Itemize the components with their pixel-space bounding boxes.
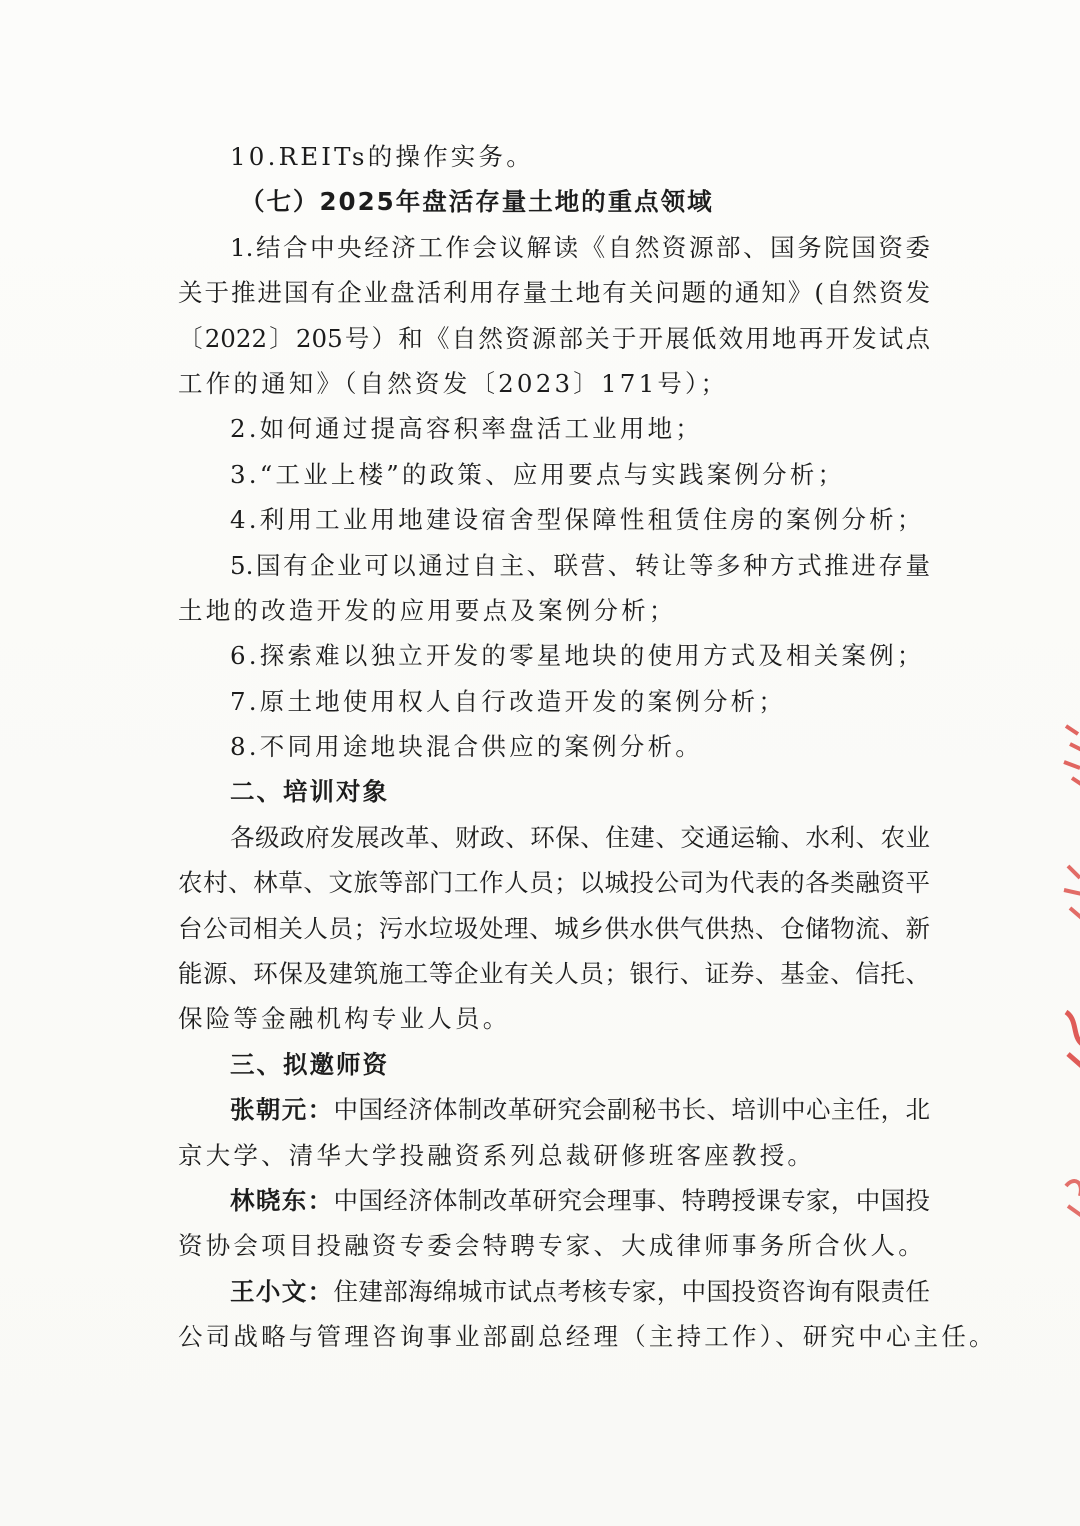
expert-name: 王小文： (230, 1276, 334, 1306)
expert-title: 住建部海绵城市试点考核专家，中国投资咨询有限责任 (333, 1276, 931, 1306)
paragraph-line: 〔2022〕205号）和《自然资源部关于开展低效用地再开发试点 (178, 323, 930, 353)
expert-entry-first-line (178, 1087, 930, 1132)
paragraph-line: 各级政府发展改革、财政、环保、住建、交通运输、水利、农业 (230, 822, 930, 852)
expert-entry-first-line (178, 1178, 930, 1223)
section-heading-training-targets: 二、培训对象 (230, 777, 389, 807)
list-item: 6.探索难以独立开发的零星地块的使用方式及相关案例； (230, 641, 925, 671)
red-seal-edge-icon (1060, 722, 1080, 792)
paragraph-line: 台公司相关人员；污水垃圾处理、城乡供水供气供热、仓储物流、新 (178, 913, 930, 943)
section-heading-seven: （七）2025年盘活存量土地的重点领域 (240, 187, 714, 217)
paragraph-line: 工作的通知》（自然资发〔2023〕171号）； (178, 368, 729, 398)
paragraph-line: 能源、环保及建筑施工等企业有关人员；银行、证券、基金、信托、 (178, 959, 930, 989)
list-item: 8.不同用途地块混合供应的案例分析。 (230, 732, 703, 762)
paragraph-line: 5.国有企业可以通过自主、联营、转让等多种方式推进存量 (230, 550, 930, 580)
seal-fragment (1060, 1168, 1080, 1226)
seal-fragment (1060, 722, 1080, 792)
list-item-reits: 10.REITs的操作实务。 (230, 142, 534, 171)
section-heading-invited-experts: 三、拟邀师资 (230, 1049, 389, 1079)
expert-title: 中国经济体制改革研究会副秘书长、培训中心主任，北 (333, 1095, 931, 1125)
expert-entry-first-line (178, 1269, 930, 1314)
expert-entry-second-line: 公司战略与管理咨询事业部副总经理（主持工作）、研究中心主任。 (178, 1322, 997, 1352)
red-seal-edge-icon (1060, 1168, 1080, 1226)
expert-title: 中国经济体制改革研究会理事、特聘授课专家，中国投 (333, 1185, 931, 1215)
list-item: 7.原土地使用权人自行改造开发的案例分析； (230, 686, 787, 716)
red-seal-edge-icon (1060, 1002, 1080, 1076)
paragraph-line: 土地的改造开发的应用要点及案例分析； (178, 595, 677, 625)
list-item: 4.利用工业用地建设宿舍型保障性租赁住房的案例分析； (230, 505, 925, 535)
paragraph-line: 农村、林草、文旅等部门工作人员；以城投公司为代表的各类融资平 (178, 868, 930, 898)
expert-name: 林晓东： (230, 1185, 334, 1215)
list-item: 2.如何通过提高容积率盘活工业用地； (230, 414, 703, 444)
seal-fragment (1060, 1002, 1080, 1076)
document-body (178, 134, 997, 1360)
red-seal-edge-icon (1060, 860, 1080, 928)
expert-name: 张朝元： (230, 1095, 334, 1125)
seal-fragment (1060, 860, 1080, 928)
paragraph-line: 关于推进国有企业盘活利用存量土地有关问题的通知》(自然资发 (178, 278, 930, 308)
expert-entry-second-line: 资协会项目投融资专委会特聘专家、大成律师事务所合伙人。 (178, 1231, 926, 1261)
expert-entry-second-line: 京大学、清华大学投融资系列总裁研修班客座教授。 (178, 1140, 816, 1170)
paragraph-line: 1.结合中央经济工作会议解读《自然资源部、国务院国资委 (230, 232, 930, 262)
list-item: 3.“工业上楼”的政策、应用要点与实践案例分析； (230, 459, 846, 489)
paragraph-line: 保险等金融机构专业人员。 (178, 1004, 511, 1034)
